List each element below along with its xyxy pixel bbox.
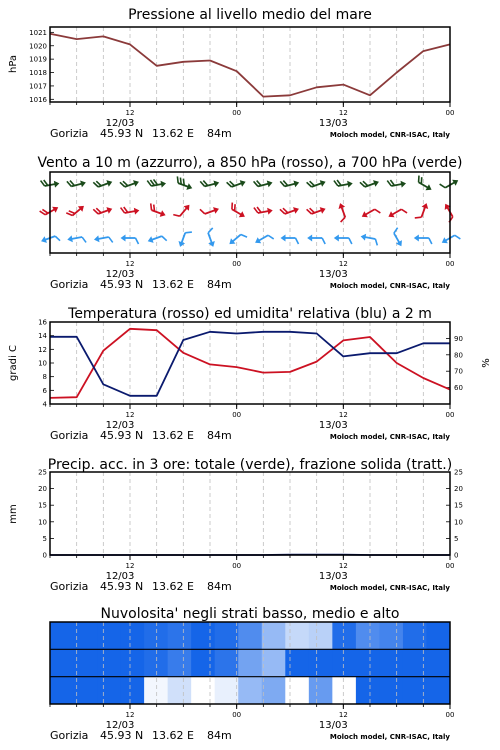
wind-10m-barb: [121, 235, 139, 245]
date-label: 13/03: [318, 720, 348, 731]
cloud-cell-basso: [238, 677, 262, 704]
footer-longitude: 13.62 E: [152, 127, 194, 140]
wind-10m-barb: [414, 235, 432, 245]
wind-10m-barb: [227, 230, 247, 249]
footer-location: Gorizia: [50, 429, 89, 442]
cloud-cell-medio: [144, 649, 168, 676]
cloud-cell-alto: [332, 622, 356, 649]
wind-10m-barb: [334, 235, 352, 245]
cloud-cell-alto: [121, 622, 145, 649]
date-label: 13/03: [318, 420, 348, 431]
footer-longitude: 13.62 E: [152, 278, 194, 291]
footer-longitude: 13.62 E: [152, 580, 194, 593]
pressure-ytick-label: 1019: [29, 55, 47, 64]
time-tick-label: 12: [338, 260, 348, 268]
temperature-ytick-label: 14: [38, 332, 47, 341]
cloud-cell-basso: [215, 677, 239, 704]
cloud-cell-medio: [356, 649, 380, 676]
wind-10m-barb: [204, 228, 219, 248]
wind-title: Vento a 10 m (azzurro), a 850 hPa (rosso), a 700 hPa (verde): [37, 155, 463, 171]
date-label: 13/03: [318, 571, 348, 582]
time-tick-label: 00: [445, 109, 455, 117]
footer-elevation: 84m: [207, 580, 232, 593]
cloud-cell-basso: [121, 677, 145, 704]
wind-10m-barb: [389, 228, 406, 248]
time-tick-label: 00: [232, 711, 242, 719]
cloud-cell-medio: [285, 649, 309, 676]
footer-latitude: 45.93 N: [100, 580, 144, 593]
pressure-ytick-label: 1018: [29, 69, 47, 78]
footer-credit: Moloch model, CNR-ISAC, Italy: [329, 282, 450, 290]
temperature-ytick-label: 10: [38, 359, 47, 368]
footer-latitude: 45.93 N: [100, 429, 144, 442]
time-tick-label: 00: [445, 411, 455, 419]
precip-ytick-label: 10: [38, 518, 47, 527]
cloud-cell-medio: [379, 649, 403, 676]
footer-credit: Moloch model, CNR-ISAC, Italy: [329, 733, 450, 741]
temp-ylabel: gradi C: [8, 345, 19, 381]
footer-credit: Moloch model, CNR-ISAC, Italy: [329, 131, 450, 139]
wind-850hpa-barb: [66, 201, 86, 220]
time-tick-label: 12: [125, 260, 135, 268]
time-tick-label: 00: [445, 711, 455, 719]
date-label: 13/03: [318, 118, 348, 129]
precip-ytick-right-label: 5: [454, 534, 459, 543]
wind-850hpa-barb: [173, 201, 192, 221]
time-tick-label: 12: [338, 711, 348, 719]
date-label: 12/03: [105, 269, 135, 280]
cloud-cell-alto: [285, 622, 309, 649]
time-tick-label: 00: [232, 411, 242, 419]
pressure-line: [50, 34, 450, 97]
precip-title: Precip. acc. in 3 ore: totale (verde), frazione solida (tratt.): [47, 457, 453, 473]
footer-latitude: 45.93 N: [100, 729, 144, 742]
footer-elevation: 84m: [207, 127, 232, 140]
cloud-cell-alto: [379, 622, 403, 649]
wind-850hpa-barb: [228, 203, 248, 220]
cloud-cell-alto: [215, 622, 239, 649]
humidity-ytick-right-label: 60: [454, 384, 463, 393]
time-tick-label: 12: [125, 411, 135, 419]
precip-frame: [50, 472, 450, 555]
cloud-cell-medio: [74, 649, 98, 676]
footer-credit: Moloch model, CNR-ISAC, Italy: [329, 584, 450, 592]
wind-850hpa-barb: [334, 202, 349, 222]
footer-elevation: 84m: [207, 729, 232, 742]
date-label: 12/03: [105, 420, 135, 431]
pressure-title: Pressione al livello medio del mare: [128, 7, 372, 23]
temp-rh-title: Temperatura (rosso) ed umidita' relativa (blu) a 2 m: [68, 306, 432, 322]
precip-ytick-right-label: 25: [454, 468, 463, 477]
footer-latitude: 45.93 N: [100, 127, 144, 140]
cloud-cell-alto: [144, 622, 168, 649]
cloud-cell-basso: [168, 677, 192, 704]
cloud-cell-alto: [356, 622, 380, 649]
cloud-cell-alto: [168, 622, 192, 649]
cloud-cell-basso: [309, 677, 333, 704]
cloud-cell-alto: [74, 622, 98, 649]
cloud-cell-medio: [191, 649, 215, 676]
time-tick-label: 00: [445, 562, 455, 570]
footer-credit: Moloch model, CNR-ISAC, Italy: [329, 433, 450, 441]
pressure-ytick-label: 1021: [29, 28, 47, 37]
precip-ytick-right-label: 15: [454, 501, 463, 510]
cloud-cell-alto: [262, 622, 286, 649]
precip-ytick-label: 25: [38, 468, 47, 477]
cloud-cell-medio: [262, 649, 286, 676]
precip-ytick-right-label: 0: [454, 551, 459, 560]
temperature-ytick-label: 12: [38, 345, 47, 354]
temperature-ytick-label: 4: [42, 400, 47, 409]
temperature-ytick-label: 8: [42, 373, 47, 382]
time-tick-label: 12: [125, 711, 135, 719]
footer-latitude: 45.93 N: [100, 278, 144, 291]
cloud-cell-medio: [426, 649, 450, 676]
cloud-cell-basso: [262, 677, 286, 704]
footer-location: Gorizia: [50, 580, 89, 593]
cloud-cell-basso: [74, 677, 98, 704]
temperature-ytick-label: 6: [42, 386, 47, 395]
cloud-cell-alto: [426, 622, 450, 649]
cloud-cell-basso: [379, 677, 403, 704]
cloud-cell-basso: [144, 677, 168, 704]
cloud-cell-alto: [191, 622, 215, 649]
time-tick-label: 00: [232, 109, 242, 117]
pressure-ytick-label: 1016: [29, 95, 47, 104]
wind-850hpa-barb: [440, 202, 457, 222]
time-tick-label: 00: [445, 260, 455, 268]
wind-10m-barb: [360, 233, 379, 245]
wind-700hpa-barb: [174, 176, 194, 191]
wind-10m-barb: [281, 235, 299, 245]
wind-700hpa-barb: [414, 176, 434, 193]
humidity-ytick-right-label: 70: [454, 367, 463, 376]
temp-rh-frame: [50, 322, 450, 404]
cloud-cell-medio: [97, 649, 121, 676]
date-label: 12/03: [105, 118, 135, 129]
footer-elevation: 84m: [207, 429, 232, 442]
time-tick-label: 12: [125, 109, 135, 117]
cloud-cell-alto: [50, 622, 74, 649]
footer-location: Gorizia: [50, 278, 89, 291]
precip-ytick-label: 5: [42, 534, 47, 543]
cloud-cell-basso: [356, 677, 380, 704]
wind-850hpa-barb: [147, 203, 167, 218]
time-tick-label: 12: [125, 562, 135, 570]
humidity-ytick-right-label: 90: [454, 334, 463, 343]
date-label: 12/03: [105, 720, 135, 731]
cloud-cell-basso: [426, 677, 450, 704]
wind-850hpa-barb: [415, 201, 430, 221]
cloud-cell-medio: [50, 649, 74, 676]
pressure-ylabel: hPa: [8, 54, 19, 74]
humidity-ytick-right-label: 80: [454, 351, 463, 360]
date-label: 13/03: [318, 269, 348, 280]
cloud-cell-medio: [238, 649, 262, 676]
footer-longitude: 13.62 E: [152, 429, 194, 442]
temperature-ytick-label: 16: [38, 318, 47, 327]
cloud-cell-medio: [121, 649, 145, 676]
footer-longitude: 13.62 E: [152, 729, 194, 742]
time-tick-label: 12: [338, 562, 348, 570]
cloud-cell-basso: [332, 677, 356, 704]
rh-ylabel: %: [481, 358, 492, 368]
cloud-cell-medio: [215, 649, 239, 676]
cloud-cell-alto: [97, 622, 121, 649]
cloud-cell-basso: [97, 677, 121, 704]
date-label: 12/03: [105, 571, 135, 582]
clouds-title: Nuvolosita' negli strati basso, medio e alto: [100, 606, 400, 622]
cloud-cell-alto: [309, 622, 333, 649]
time-tick-label: 12: [338, 411, 348, 419]
cloud-cell-medio: [168, 649, 192, 676]
time-tick-label: 00: [232, 260, 242, 268]
footer-elevation: 84m: [207, 278, 232, 291]
precip-ytick-label: 15: [38, 501, 47, 510]
pressure-ytick-label: 1020: [29, 42, 47, 51]
wind-10m-barb: [177, 229, 192, 249]
cloud-cell-basso: [285, 677, 309, 704]
time-tick-label: 12: [338, 109, 348, 117]
precip-ylabel: mm: [8, 504, 19, 524]
precip-ytick-right-label: 20: [454, 485, 463, 494]
cloud-cell-medio: [332, 649, 356, 676]
precip-ytick-label: 0: [42, 551, 47, 560]
precip-ytick-right-label: 10: [454, 518, 463, 527]
cloud-cell-basso: [191, 677, 215, 704]
pressure-ytick-label: 1017: [29, 82, 47, 91]
wind-10m-barb: [307, 235, 325, 245]
cloud-cell-medio: [309, 649, 333, 676]
time-tick-label: 00: [232, 562, 242, 570]
footer-location: Gorizia: [50, 729, 89, 742]
cloud-cell-basso: [50, 677, 74, 704]
footer-location: Gorizia: [50, 127, 89, 140]
humidity-line: [50, 332, 450, 396]
cloud-cell-alto: [238, 622, 262, 649]
precip-ytick-label: 20: [38, 485, 47, 494]
